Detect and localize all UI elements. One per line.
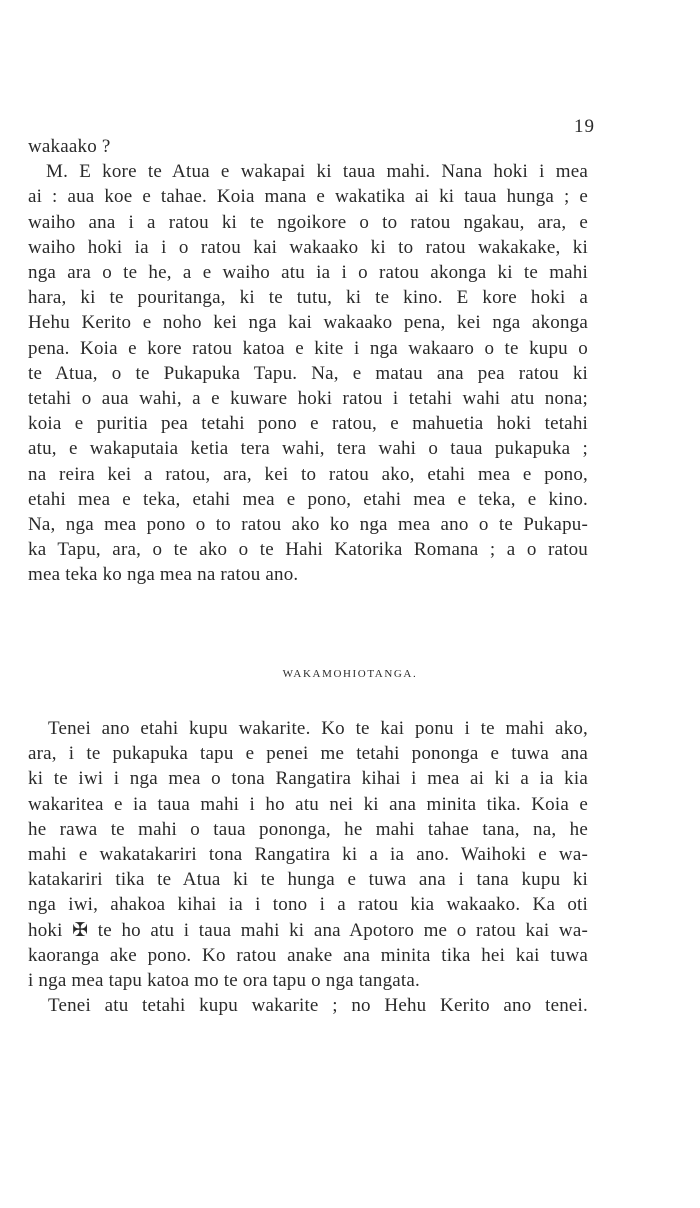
text-line: ai : aua koe e tahae. Koia mana e wakatika ai ki taua hunga ; e [28,186,588,208]
text-line: Na, nga mea pono o to ratou ako ko nga mea ano o te Pukapu- [28,514,588,536]
text-line: ara, i te pukapuka tapu e penei me tetahi pononga e tuwa ana [28,743,588,765]
text-line: hoki ✠ te ho atu i taua mahi ki ana Apotoro me o ratou kai wa- [28,919,588,941]
section-one-text [28,134,588,588]
text-line: katakariri tika te Atua ki te hunga e tuwa ana i tana kupu ki [28,869,588,891]
text-line: mea teka ko nga mea na ratou ano. [28,564,299,586]
text-line: koia e puritia pea tetahi pono e ratou, e mahuetia hoki tetahi [28,413,588,435]
text-line: Tenei atu tetahi kupu wakarite ; no Hehu Kerito ano tenei. [48,995,588,1017]
text-line: ki te iwi i nga mea o tona Rangatira kihai i mea ai ki a ia kia [28,768,588,790]
text-line: mahi e wakatakariri tona Rangatira ki a ia ano. Waihoki e wa- [28,844,588,866]
text-line: na reira kei a ratou, ara, kei to ratou ako, etahi mea e pono, [28,463,588,485]
text-line: waiho hoki ia i o ratou kai wakaako ki to ratou wakakake, ki [28,236,588,258]
text-line: pena. Koia e kore ratou katoa e kite i nga wakaaro o te kupu o [28,337,588,359]
text-line: te Atua, o te Pukapuka Tapu. Na, e matau ana pea ratou ki [28,362,588,384]
text-line: atu, e wakaputaia ketia tera wahi, tera wahi o taua pukapuka ; [28,438,588,460]
text-line: i nga mea tapu katoa mo te ora tapu o nga tangata. [28,970,420,992]
text-line: Hehu Kerito e noho kei nga kai wakaako pena, kei nga akonga [28,312,588,334]
text-line: etahi mea e teka, etahi mea e pono, etahi mea e teka, e kino. [28,488,588,510]
text-line: nga ara o te he, a e waiho atu ia i o ratou akonga ki te mahi [28,262,588,284]
text-line: kaoranga ake pono. Ko ratou anake ana minita tika hei kai tuwa [28,944,588,966]
text-line: nga iwi, ahakoa kihai ia i tono i a ratou kia wakaako. Ka oti [28,894,588,916]
page-number: 19 [574,116,595,137]
text-line: ka Tapu, ara, o te ako o te Hahi Katorika Romana ; a o ratou [28,539,588,561]
section-heading: WAKAMOHIOTANGA. [282,668,418,680]
text-line: wakaako ? [28,136,111,157]
text-line: tetahi o aua wahi, a e kuware hoki ratou i tetahi wahi atu nona; [28,388,588,410]
text-line: Tenei ano etahi kupu wakarite. Ko te kai ponu i te mahi ako, [48,718,588,739]
text-line: M. E kore te Atua e wakapai ki taua mahi. Nana hoki i mea [46,161,588,183]
text-line: hara, ki te pouritanga, ki te tutu, ki te kino. E kore hoki a [28,287,588,309]
text-line: wakaritea e ia taua mahi i ho atu nei ki ana minita tika. Koia e [28,793,588,815]
text-line: waiho ana i a ratou ki te ngoikore o to ratou ngakau, ara, e [28,211,588,233]
text-line: he rawa te mahi o taua pononga, he mahi tahae tana, na, he [28,818,588,840]
section-two-text [28,716,588,1018]
